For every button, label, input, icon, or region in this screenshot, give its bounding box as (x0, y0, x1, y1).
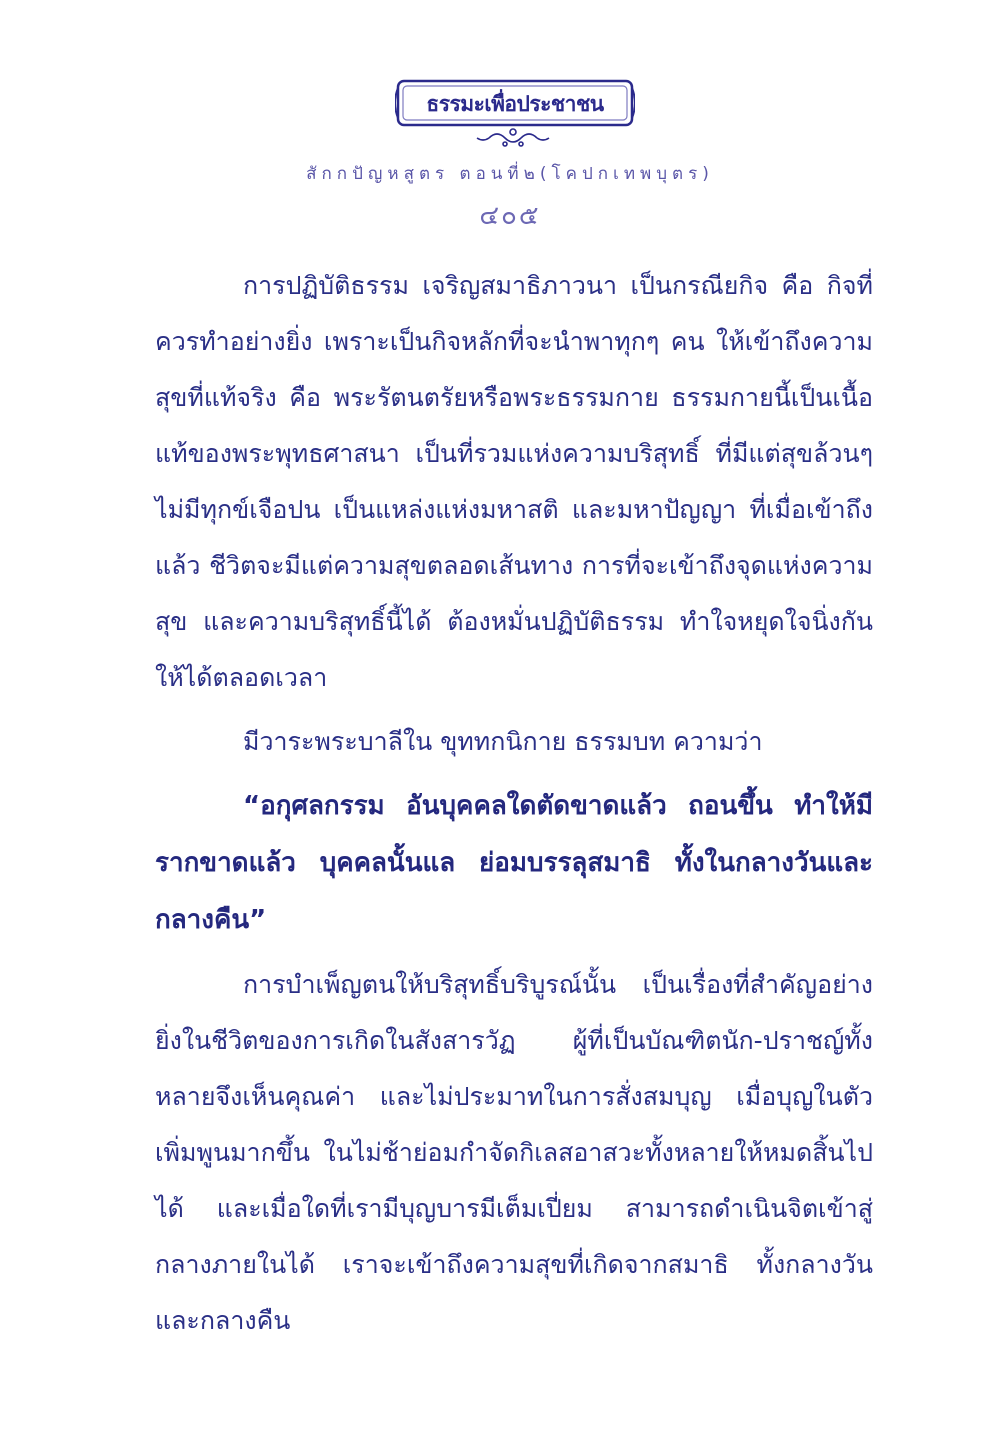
chapter-subtitle: สักกปัญหสูตร ตอนที่๒(โคปกเทพบุตร) (306, 164, 714, 184)
paragraph-practice: การปฏิบัติธรรม เจริญสมาธิภาวนา เป็นกรณียกิจ คือ กิจที่ควรทำอย่างยิ่ง เพราะเป็นกิจหลักที่จะนำพาทุกๆ คน ให้เข้าถึงความสุขที่แท้จริง คือ พระรัตนตรัยหรือพระธรรมกาย ธรรมกายนี้เป็นเนื้อแท้ของพระพุทธศาสนา เป็นที่รวมแห่งความบริสุทธิ์ ที่มีแต่สุขล้วนๆ ไม่มีทุกข์เจือปน เป็นแหล่งแห่งมหาสติ และมหาปัญญา ที่เมื่อเข้าถึงแล้ว ชีวิตจะมีแต่ความสุขตลอดเส้นทาง การที่จะเข้าถึงจุดแห่งความสุข และความบริสุทธิ์นี้ได้ ต้องหมั่นปฏิบัติธรรม ทำใจหยุดใจนิ่งกันให้ได้ตลอดเวลา (155, 271, 873, 692)
logo-text: ธรรมะเพื่อประชาชน (426, 92, 604, 116)
main-content (155, 258, 873, 1349)
paragraph-merit: การบำเพ็ญตนให้บริสุทธิ์บริบูรณ์นั้น เป็นเรื่องที่สำคัญอย่างยิ่งในชีวิตของการเกิดในสังสารวัฏ ผู้ที่เป็นบัณฑิตนัก-ปราชญ์ทั้งหลายจึงเห็นคุณค่า และไม่ประมาทในการสั่งสมบุญ เมื่อบุญในตัวเพิ่มพูนมากขึ้น ในไม่ช้าย่อมกำจัดกิเลสอาสวะทั้งหลายให้หมดสิ้นไปได้ และเมื่อใดที่เรามีบุญบารมีเต็มเปี่ยม สามารถดำเนินจิตเข้าสู่กลางภายในได้ เราจะเข้าถึงความสุขที่เกิดจากสมาธิ ทั้งกลางวันและกลางคืน (155, 970, 873, 1335)
scripture-quote: “อกุศลกรรม อันบุคคลใดตัดขาดแล้ว ถอนขึ้น ทำให้มีรากขาดแล้ว บุคคลนั้นแล ย่อมบรรลุสมาธิ ทั้งในกลางวันและกลางคืน” (155, 791, 873, 935)
publication-logo (395, 78, 635, 154)
page-number: ๔๐๕ (479, 201, 541, 231)
paragraph-scripture-intro: มีวาระพระบาลีใน ขุททกนิกาย ธรรมบท ความว่า (243, 727, 763, 756)
